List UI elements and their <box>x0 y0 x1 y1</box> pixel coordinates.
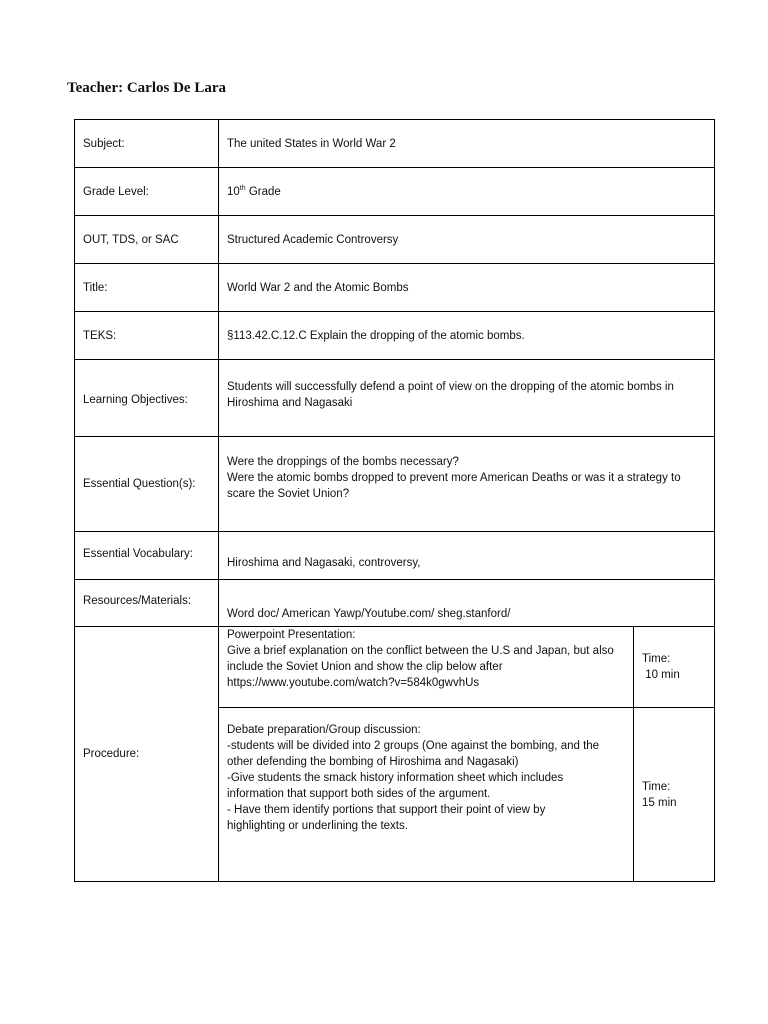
procedure-step-text <box>219 708 634 882</box>
grade-word: Grade <box>245 185 281 198</box>
objectives-line: Hiroshima and Nagasaki <box>227 397 353 409</box>
procedure-step-line: information that support both sides of the argument. <box>227 788 491 800</box>
resources-row <box>75 580 715 627</box>
question-line: Were the droppings of the bombs necessary? <box>227 456 459 468</box>
procedure-step-line: highlighting or underlining the texts. <box>227 820 408 832</box>
question-line: Were the atomic bombs dropped to prevent more American Deaths or was it a strategy to <box>227 472 681 484</box>
grade-suffix: th <box>239 184 246 192</box>
procedure-step-line: Give a brief explanation on the conflict between the U.S and Japan, but also <box>227 645 614 657</box>
out-value: Structured Academic Controversy <box>219 216 715 264</box>
vocab-label: Essential Vocabulary: <box>75 532 219 580</box>
vocab-value: Hiroshima and Nagasaki, controversy, <box>219 532 715 580</box>
objectives-label: Learning Objectives: <box>75 360 219 437</box>
question-label: Essential Question(s): <box>75 437 219 532</box>
question-value <box>219 437 715 532</box>
procedure-step-line: -students will be divided into 2 groups (One against the bombing, and the <box>227 740 600 752</box>
objectives-line: Students will successfully defend a point of view on the dropping of the atomic bombs in <box>227 381 674 393</box>
procedure-step-line: include the Soviet Union and show the clip below after <box>227 661 503 673</box>
lesson-plan-table <box>74 119 715 882</box>
vocab-row <box>75 532 715 580</box>
procedure-step-line: Debate preparation/Group discussion: <box>227 724 421 736</box>
resources-value: Word doc/ American Yawp/Youtube.com/ sheg.stanford/ <box>219 580 715 627</box>
teks-row <box>75 312 715 360</box>
teks-label: TEKS: <box>75 312 219 360</box>
procedure-step-text <box>219 627 634 708</box>
procedure-step-line: other defending the bombing of Hiroshima and Nagasaki) <box>227 756 519 768</box>
out-label: OUT, TDS, or SAC <box>75 216 219 264</box>
subject-label: Subject: <box>75 120 219 168</box>
time-label: Time: <box>642 780 671 793</box>
grade-number: 10 <box>227 185 240 198</box>
objectives-value <box>219 360 715 437</box>
teacher-name: Teacher: Carlos De Lara <box>67 80 226 96</box>
question-row <box>75 437 715 532</box>
title-value: World War 2 and the Atomic Bombs <box>219 264 715 312</box>
objectives-row <box>75 360 715 437</box>
subject-row <box>75 120 715 168</box>
procedure-step-time <box>634 708 715 882</box>
procedure-step-line: -Give students the smack history information sheet which includes <box>227 772 564 784</box>
grade-row <box>75 168 715 216</box>
title-label: Title: <box>75 264 219 312</box>
resources-label: Resources/Materials: <box>75 580 219 627</box>
out-row <box>75 216 715 264</box>
procedure-step-line: Powerpoint Presentation: <box>227 629 356 641</box>
title-row <box>75 264 715 312</box>
time-value: 15 min <box>642 796 677 809</box>
time-value: 10 min <box>642 669 680 681</box>
procedure-step-line: https://www.youtube.com/watch?v=584k0gwvhUs <box>227 677 480 689</box>
grade-value <box>219 168 715 216</box>
teks-value: §113.42.C.12.C Explain the dropping of the atomic bombs. <box>219 312 715 360</box>
subject-value: The united States in World War 2 <box>219 120 715 168</box>
question-line: scare the Soviet Union? <box>227 488 350 500</box>
procedure-step-time <box>634 627 715 708</box>
procedure-label: Procedure: <box>75 627 219 882</box>
procedure-step-row <box>75 627 715 708</box>
time-label: Time: <box>642 653 671 665</box>
grade-label: Grade Level: <box>75 168 219 216</box>
procedure-step-line: - Have them identify portions that support their point of view by <box>227 804 546 816</box>
